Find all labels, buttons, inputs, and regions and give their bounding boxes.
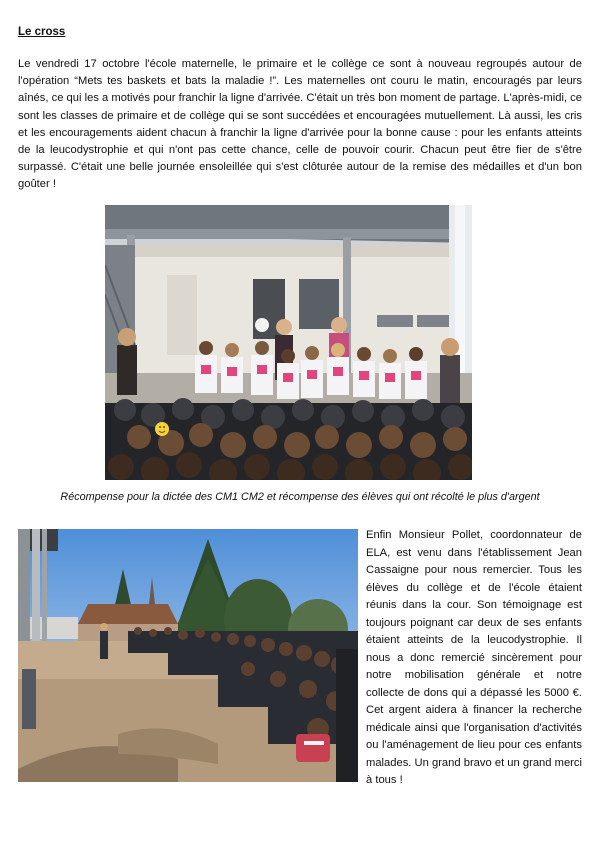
closing-paragraph: Enfin Monsieur Pollet, coordonnateur de ELA, est venu dans l'établissement Jean Cassaigne pour nous remercier. Tous les élèves du collège et de l'école étaient réunis dans la cour. Son témoignage est toujours poignant car deux de ses enfants étaient atteints de la leucodystrophie. Il nous a donc remercié sincèrement pour notre mobilisation générale et notre collecte de dons qui a dépassé les 5000 €. Cet argent aidera à financer la recherche médicale ainsi que l'organisation d'activités ou l'aménagement de lieu pour ces enfants malades. Un grand bravo et un grand merci à tous ! [366, 529, 582, 786]
award-ceremony-photo [105, 205, 472, 480]
article-title: Le cross [18, 26, 66, 38]
schoolyard-gathering-photo [18, 529, 358, 782]
intro-paragraph: Le vendredi 17 octobre l'école maternelle, le primaire et le collège ce sont à nouveau regroupés autour de l'opération “Mets tes baskets et bats la maladie !”. Les maternelles ont couru le matin, encouragés par leurs aînés, ce qui les a motivés pour franchir la ligne d'arrivée. C'était un très bon moment de partage. L'après-midi, ce sont les classes de primaire et de collège qui se sont succédées et encouragées mutuellement. Là aussi, les cris et les encouragements aident chacun à franchir la ligne d'arrivée pour la bonne cause : pour les enfants atteints de la leucodystrophie et qui n'ont pas cette chance, celle de pouvoir courir. Chacun peut être fier de s'être surpassé. C'était une belle journée ensoleillée qui s'est clôturée autour de la remise des médailles et d'un bon goûter ! [18, 58, 582, 191]
photo-caption: Récompense pour la dictée des CM1 CM2 et récompense des élèves qui ont récolté le plus d'argent [60, 491, 540, 503]
